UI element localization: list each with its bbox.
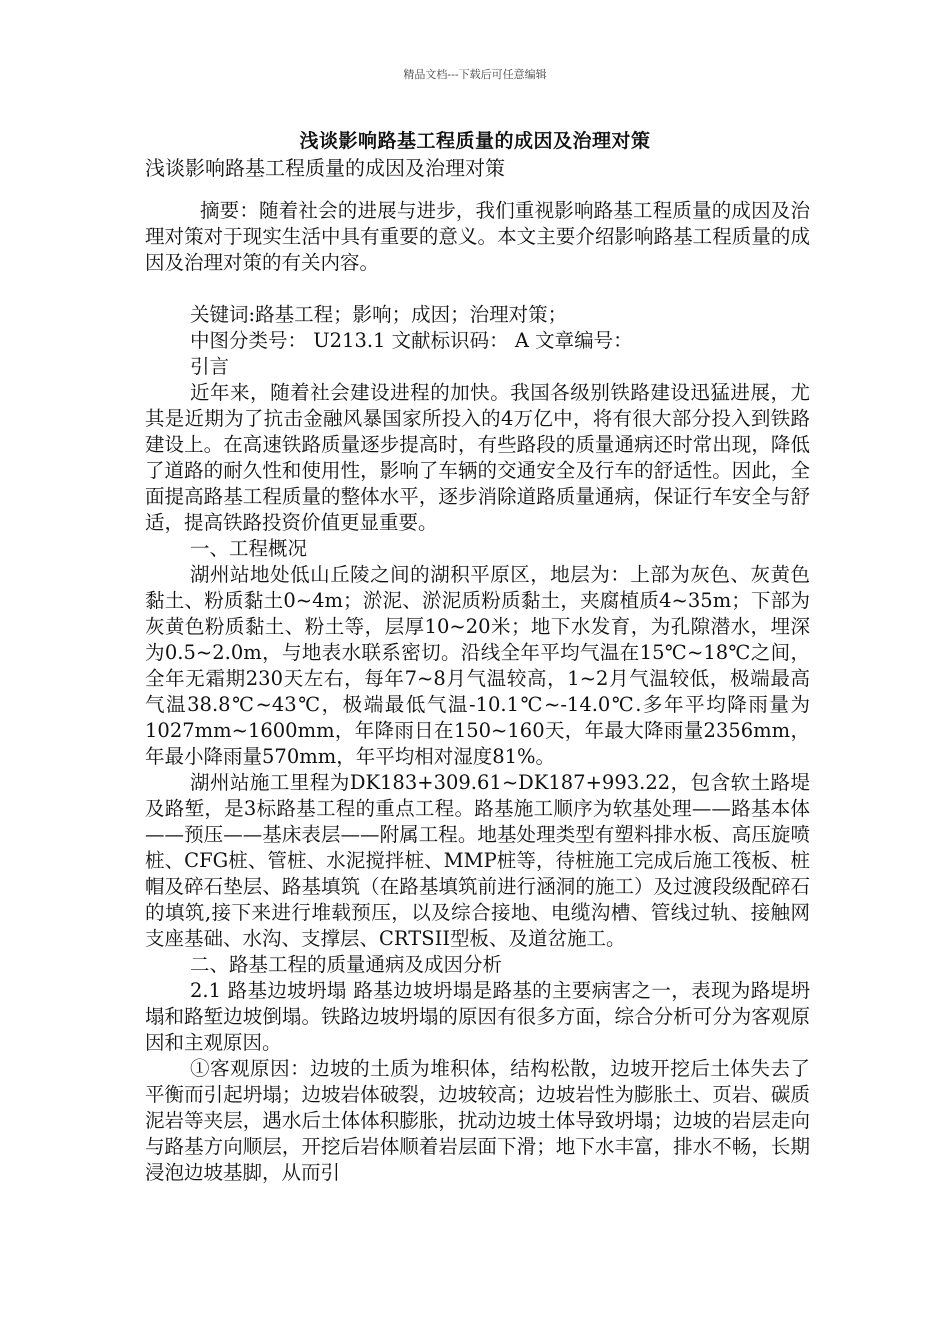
section2-paragraph-2: ①客观原因：边坡的土质为堆积体，结构松散，边坡开挖后土体失去了平衡而引起坍塌；边坡岩体破裂，边坡较高；边坡岩性为膨胀土、页岩、碳质泥岩等夹层，遇水后土体体积膨胀，扰动边坡土体导致坍塌；边坡的岩层走向与路基方向顺层，开挖后岩体顺着岩层面下滑；地下水丰富，排水不畅，长期浸泡边坡基脚，从而引 (145, 1057, 810, 1184)
section2-heading: 二、路基工程的质量通病及成因分析 (190, 953, 503, 976)
section1-paragraph-2: 湖州站施工里程为DK183+309.61~DK187+993.22，包含软土路堤及路堑，是3标路基工程的重点工程。路基施工顺序为软基处理——路基本体——预压——基床表层——附属工程。地基处理类型有塑料排水板、高压旋喷桩、CFG桩、管桩、水泥搅拌桩、MMP桩等，待桩施工完成后施工筏板、桩帽及碎石垫层、路基填筑（在路基填筑前进行涵洞的施工）及过渡段级配碎石的填筑,接下来进行堆载预压，以及综合接地、电缆沟槽、管线过轨、接触网支座基础、水沟、支撑层、CRTSII型板、及道岔施工。 (145, 771, 810, 950)
spacer (145, 276, 810, 302)
section1-heading: 一、工程概况 (190, 537, 308, 560)
abstract-paragraph: 摘要：随着社会的进展与进步，我们重视影响路基工程质量的成因及治理对策对于现实生活中具有重要的意义。本文主要介绍影响路基工程质量的成因及治理对策的有关内容。 (145, 199, 810, 274)
header-note: 精品文档---下载后可任意编辑 (403, 68, 547, 81)
document-body (145, 198, 810, 1186)
intro-paragraph: 近年来，随着社会建设进程的加快。我国各级别铁路建设迅猛进展，尤其是近期为了抗击金融风暴国家所投入的4万亿中，将有很大部分投入到铁路建设上。在高速铁路质量逐步提高时，有些路段的质量通病还时常出现，降低了道路的耐久性和使用性，影响了车辆的交通安全及行车的舒适性。因此，全面提高路基工程质量的整体水平，逐步消除道路质量通病，保证行车安全与舒适，提高铁路投资价值更显重要。 (145, 381, 810, 534)
section1-paragraph-1: 湖州站地处低山丘陵之间的湖积平原区，地层为：上部为灰色、灰黄色黏土、粉质黏土0~4m；淤泥、淤泥质粉质黏土，夹腐植质4~35m；下部为灰黄色粉质黏土、粉土等，层厚10~20米；地下水发育，为孔隙潜水，埋深为0.5~2.0m，与地表水联系密切。沿线全年平均气温在15℃~18℃之间，全年无霜期230天左右，每年7~8月气温较高，1~2月气温较低，极端最高气温38.8℃~43℃，极端最低气温-10.1℃~-14.0℃.多年平均降雨量为1027mm~1600mm，年降雨日在150~160天，年最大降雨量2356mm，年最小降雨量570mm，年平均相对湿度81%。 (145, 563, 810, 768)
keywords-line: 关键词:路基工程；影响；成因；治理对策； (190, 303, 568, 326)
classification-line: 中图分类号： U213.1 文献标识码： A 文章编号： (190, 329, 633, 352)
document-title: 浅谈影响路基工程质量的成因及治理对策 (299, 130, 651, 152)
section2-paragraph-1: 2.1 路基边坡坍塌 路基边坡坍塌是路基的主要病害之一，表现为路堤坍塌和路堑边坡倒塌。铁路边坡坍塌的原因有很多方面，综合分析可分为客观原因和主观原因。 (145, 979, 810, 1054)
document-subtitle: 浅谈影响路基工程质量的成因及治理对策 (145, 156, 505, 180)
intro-heading: 引言 (190, 355, 230, 378)
